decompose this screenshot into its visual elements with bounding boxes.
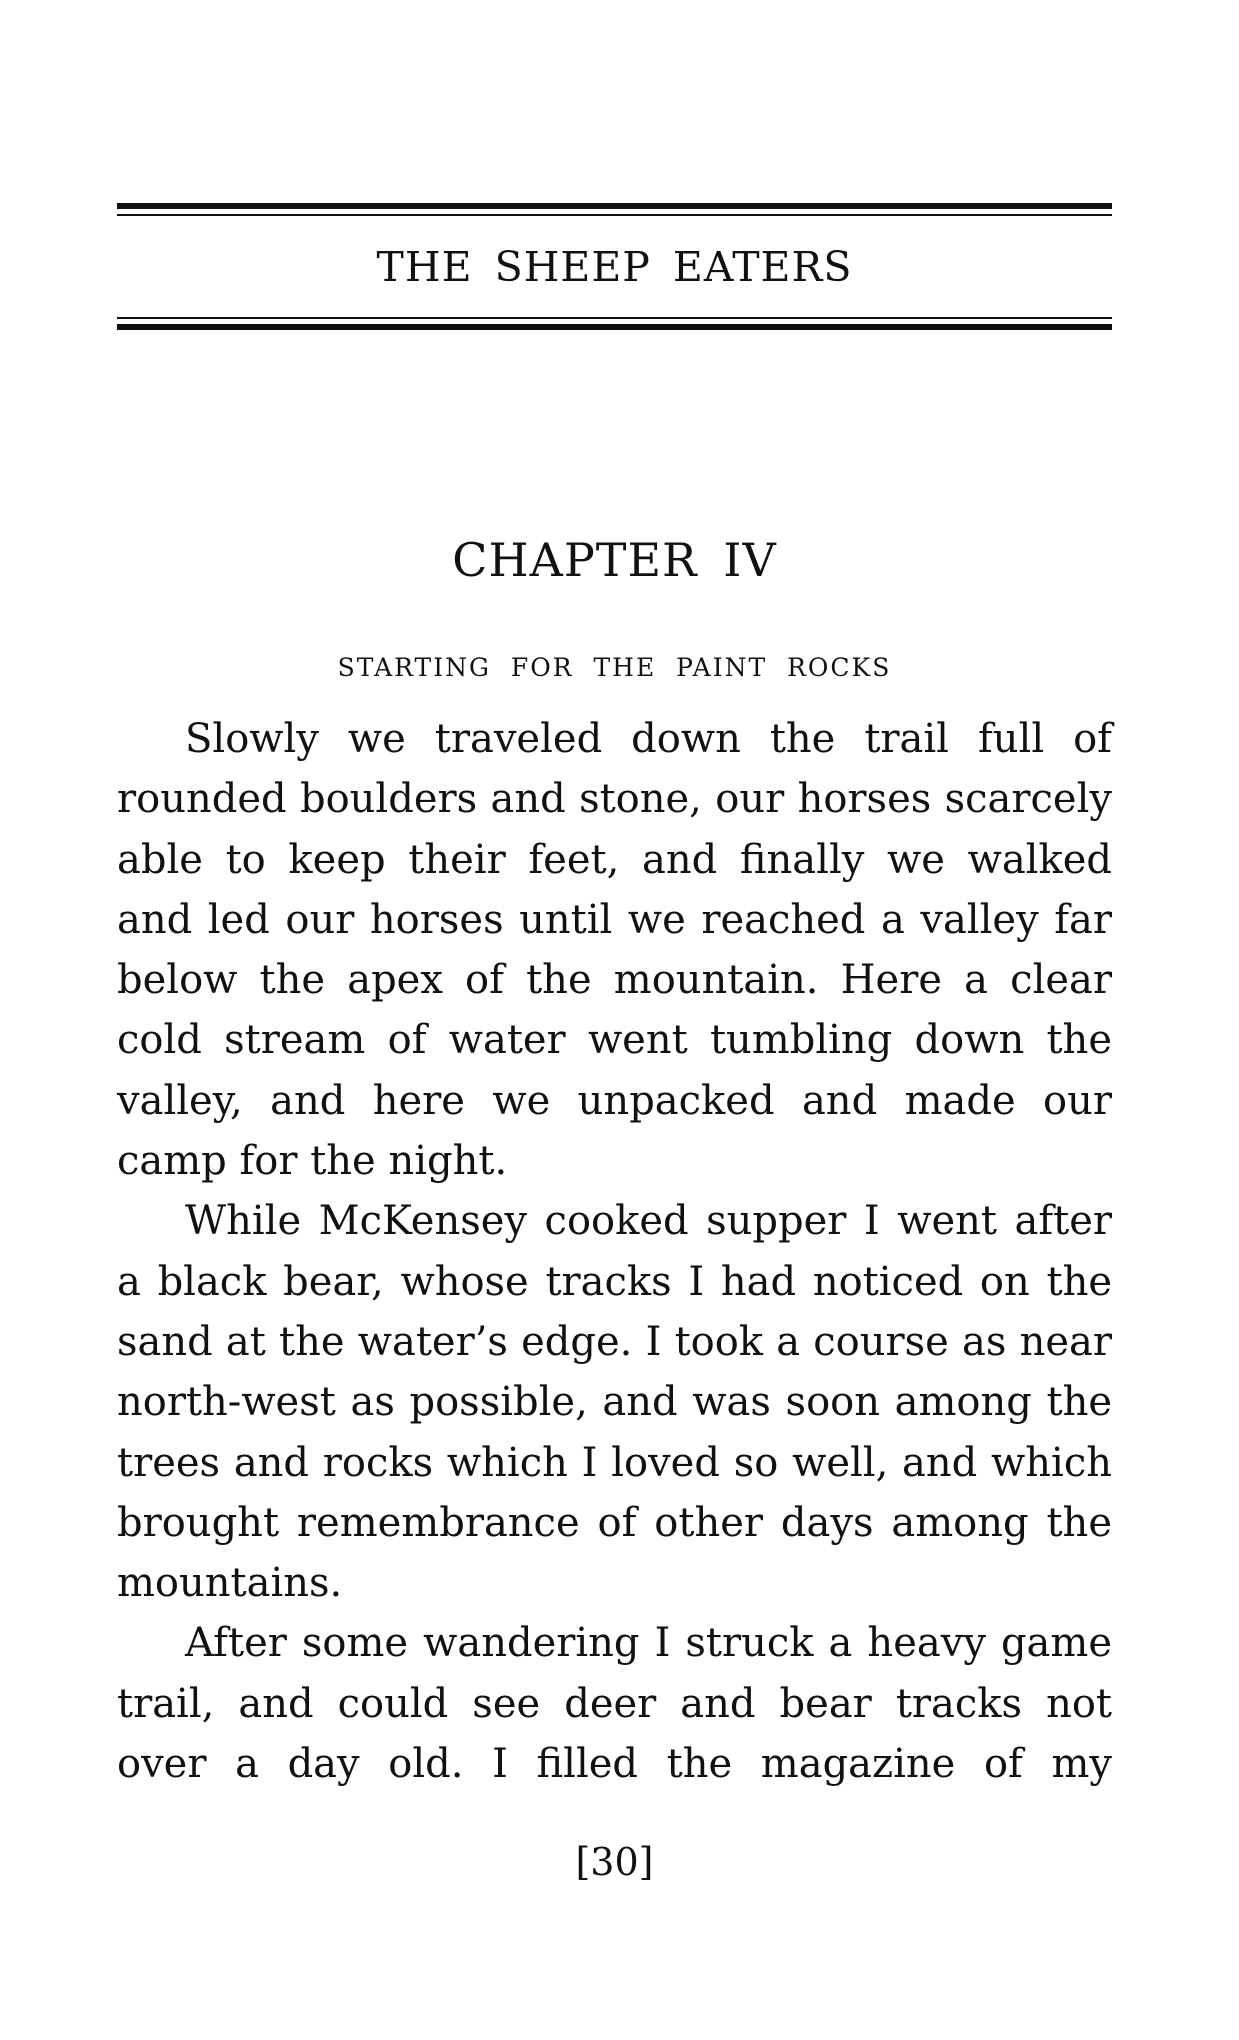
page-number: [30]: [575, 1840, 654, 1884]
chapter-title: CHAPTER IV: [452, 533, 777, 587]
running-head: THE SHEEP EATERS: [376, 243, 853, 291]
header-rule-bottom-thick: [117, 324, 1112, 330]
header-rule-bottom-thin: [117, 317, 1112, 319]
header-rule-top-thick: [117, 203, 1112, 209]
paragraph-1: Slowly we traveled down the trail full of rounded boulders and stone, our horses scarcely able to keep their feet, and finally we walked and led our horses until we reached a valley far below the apex of the mountain. Here a clear cold stream of water went tumbling down the valley, and here we unpacked and made our camp for the night.: [117, 716, 1112, 1185]
header-rule-bottom: [117, 317, 1112, 330]
header-rule-top: [117, 203, 1112, 216]
header-rule-top-thin: [117, 214, 1112, 216]
paragraph-2: While McKensey cooked supper I went after a black bear, whose tracks I had noticed on the sand at the water’s edge. I took a course as near north-west as possible, and was soon among the trees and rocks which I loved so well, and which brought remembrance of other days among the mountains.: [117, 1198, 1112, 1607]
paragraph-3: After some wandering I struck a heavy game trail, and could see deer and bear tracks not over a day old. I filled the magazine of my: [117, 1620, 1112, 1788]
chapter-subtitle: STARTING FOR THE PAINT ROCKS: [337, 653, 892, 682]
body-text: [117, 709, 1112, 1794]
